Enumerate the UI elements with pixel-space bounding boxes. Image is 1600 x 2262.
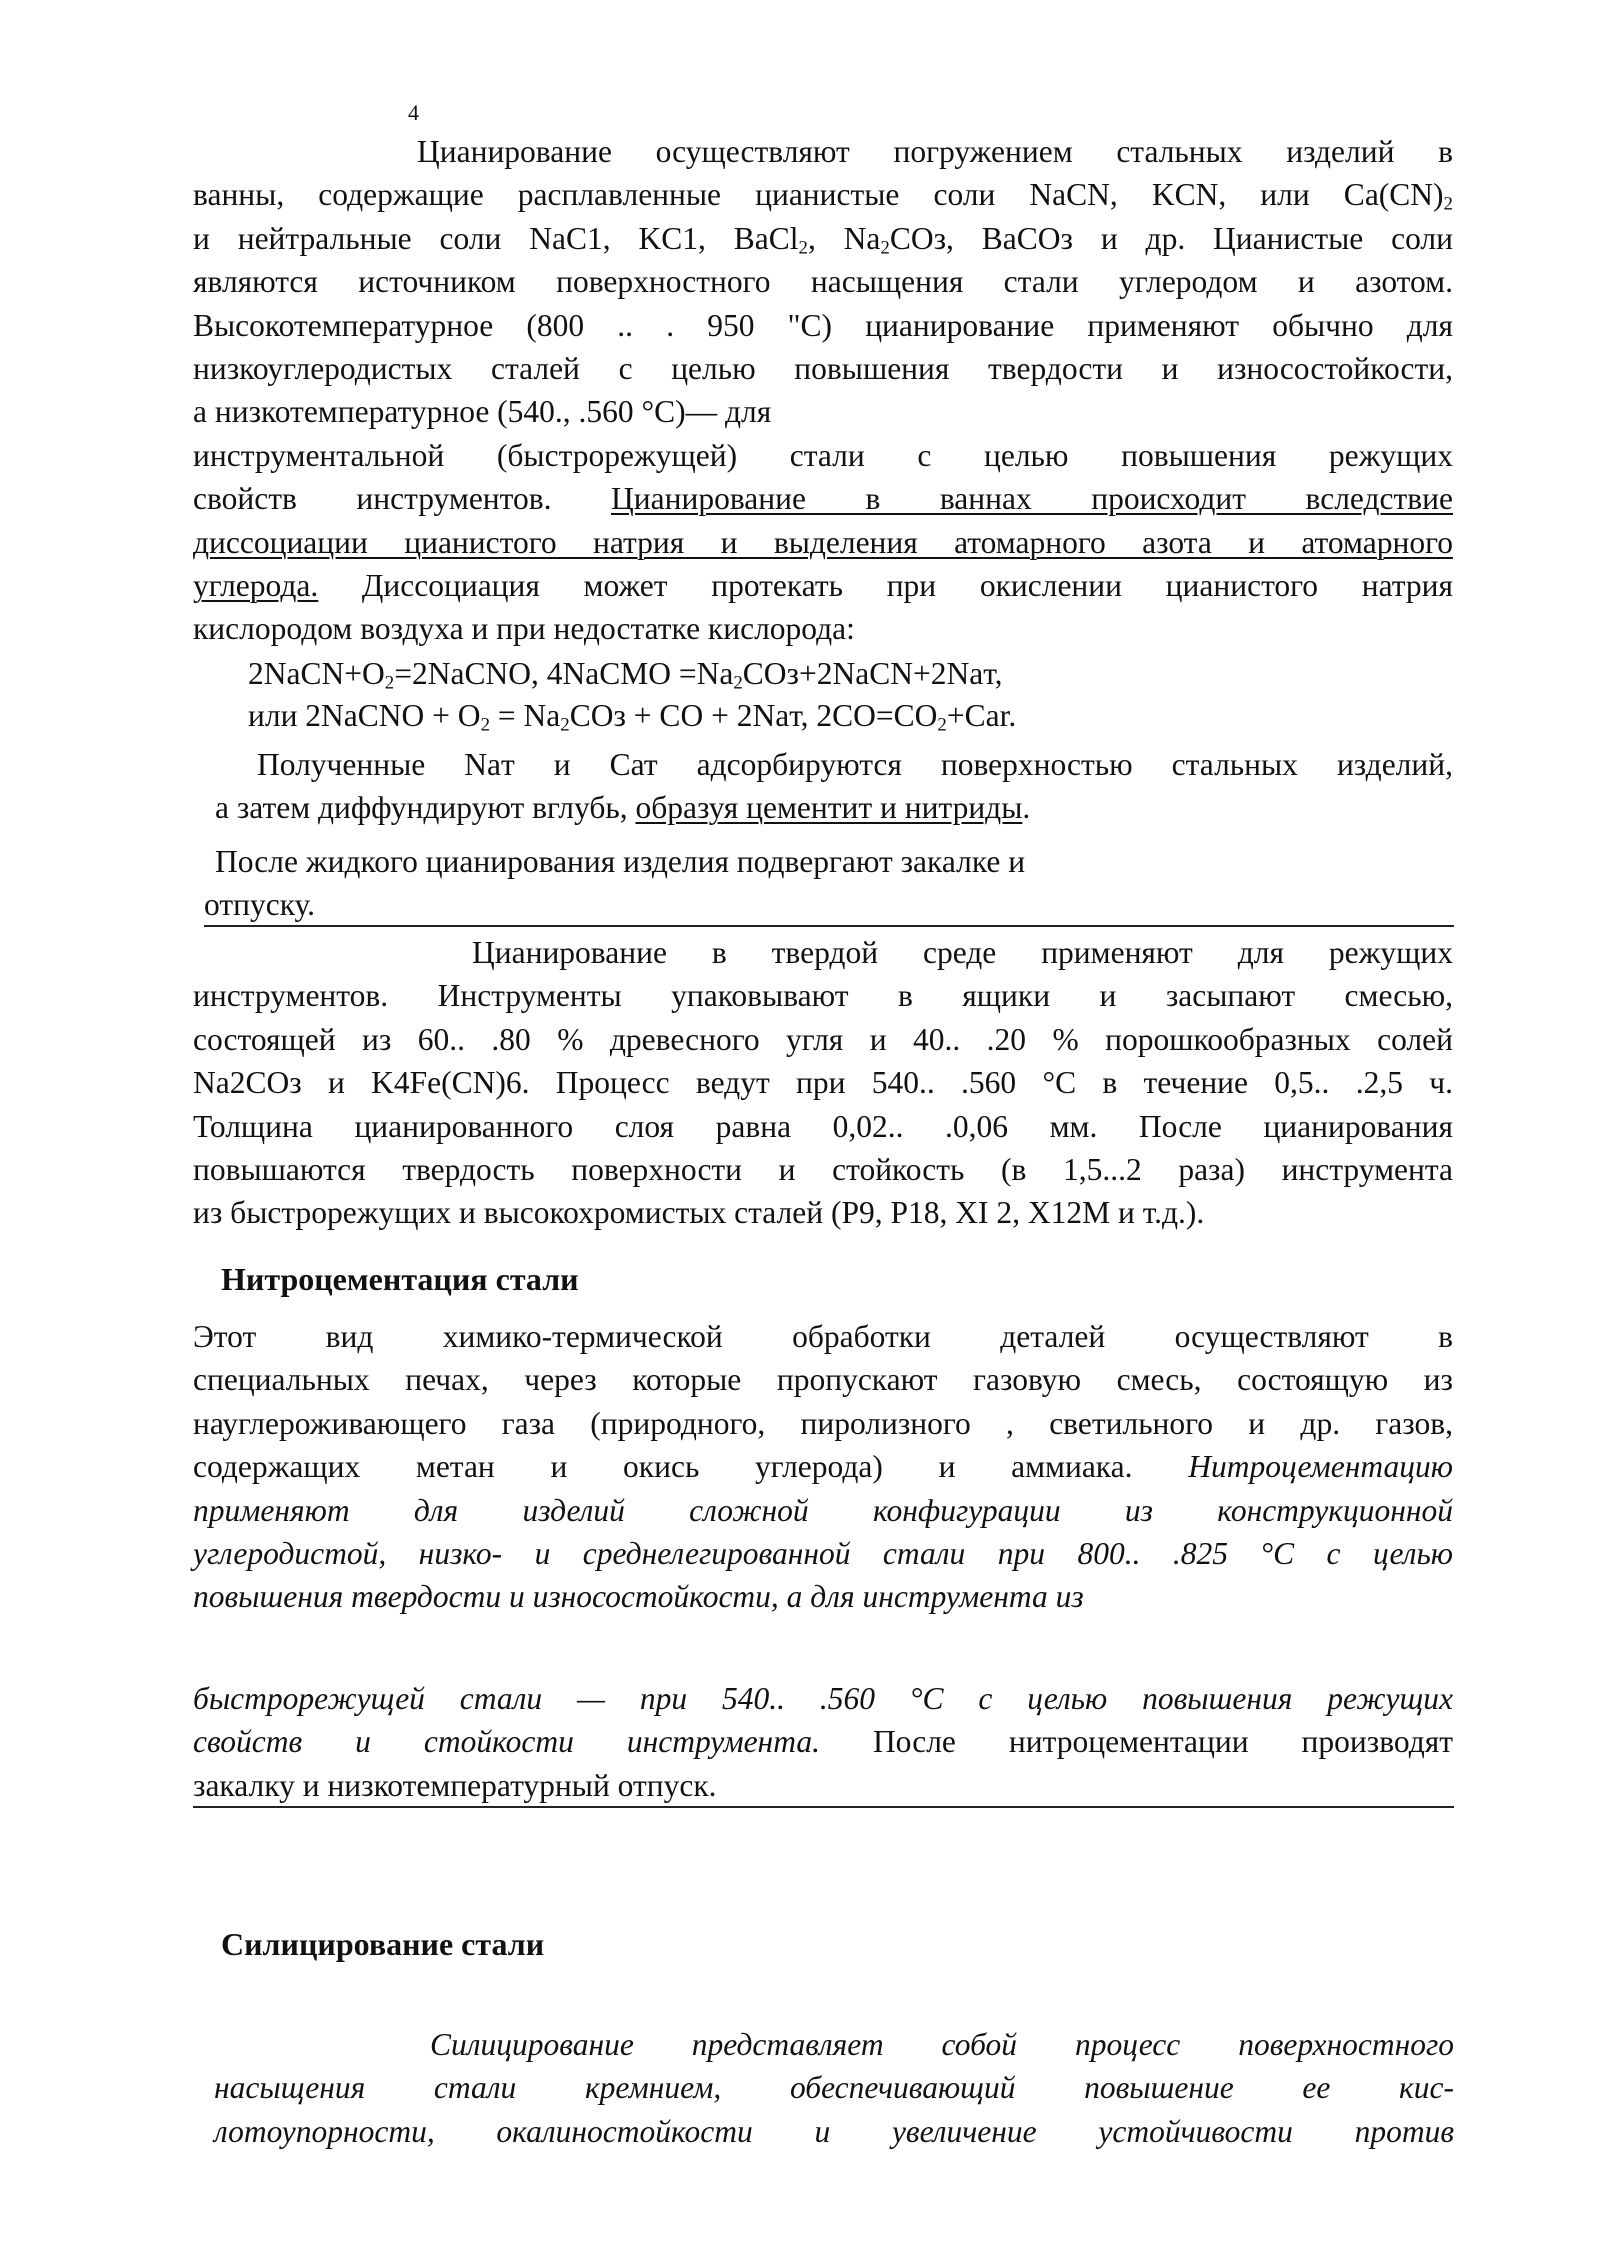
text-line: насыщения стали кремнием, обеспечивающий повышение ее кис- bbox=[214, 2070, 1454, 2106]
text-line: содержащих метан и окись углерода) и аммиака. Нитроцементацию bbox=[193, 1449, 1453, 1485]
text-line: а затем диффундируют вглубь, образуя цементит и нитриды. bbox=[215, 790, 1031, 826]
text-line: После жидкого цианирования изделия подвергают закалке и bbox=[215, 844, 1026, 879]
text-line: лотоупорности, окалиностойкости и увеличение устойчивости против bbox=[214, 2113, 1454, 2149]
text-line: углерода. Диссоциация может протекать при окислении цианистого натрия bbox=[193, 568, 1453, 604]
paragraph-cyaniding-baths bbox=[193, 130, 1453, 651]
section-heading-siliconizing: Силицирование стали bbox=[221, 1926, 545, 1962]
text-line: низкоуглеродистых сталей с целью повышения твердости и износостойкости, bbox=[193, 351, 1453, 387]
text-line: Этот вид химико-термической обработки деталей осуществляют в bbox=[193, 1319, 1453, 1354]
text-line: повышаются твердость поверхности и стойкость (в 1,5...2 раза) инструмента bbox=[193, 1152, 1453, 1188]
text-line: являются источником поверхностного насыщения стали углеродом и азотом. bbox=[193, 264, 1453, 300]
text-line: и нейтральные соли NaC1, KC1, BaCl$_2$, $Na_2COз$, BaCOз и др. Цианистые соли bbox=[193, 220, 1454, 259]
text-line: состоящей из 60.. .80 % древесного угля и 40.. .20 % порошкообразных солей bbox=[193, 1021, 1453, 1057]
text-line: Цианирование в твердой среде применяют для режущих bbox=[472, 935, 1453, 970]
text-line: Na2COз и K4Fe(CN)6. Процесс ведут при 540.. .560 °С в течение 0,5.. .2,5 ч. bbox=[193, 1065, 1453, 1101]
paragraph-after-liquid-cyaniding bbox=[204, 840, 1204, 927]
paragraph-solid-cyaniding bbox=[193, 931, 1453, 1235]
text-line: инструментальной (быстрорежущей) стали с целью повышения режущих bbox=[193, 437, 1453, 473]
text-line: Полученные Naт и Cат адсорбируются поверхностью стальных изделий, bbox=[257, 747, 1453, 782]
paragraph-nitrocementation bbox=[193, 1315, 1453, 1619]
paragraph-nitrocementation-continued bbox=[193, 1677, 1453, 1807]
paragraph-siliconizing bbox=[214, 2023, 1454, 2153]
text-line: повышения твердости и износостойкости, а для инструмента из bbox=[193, 1579, 1084, 1615]
text-line: Высокотемпературное (800 .. . 950 "С) цианирование применяют обычно для bbox=[193, 307, 1453, 343]
text-line: кислородом воздуха и при недостатке кислорода: bbox=[193, 611, 855, 647]
text-line: а низкотемпературное (540., .560 °С)— для bbox=[193, 394, 772, 430]
text-line: Цианирование осуществляют погружением стальных изделий в bbox=[417, 134, 1453, 169]
equation-line-1: $2NaCN+O_2=2NaCNO$, 4NaCMO $=Na_2COз+2NaCN+2Naт$, bbox=[248, 656, 1003, 694]
text-line: из быстрорежущих и высокохромистых сталей (Р9, Р18, XI 2, Х12М и т.д.). bbox=[193, 1195, 1205, 1231]
text-line: свойств инструментов. Цианирование в ваннах происходит вследствие bbox=[193, 481, 1453, 517]
text-line: Силицирование представляет собой процесс поверхностного bbox=[430, 2027, 1454, 2062]
section-heading-nitrocementation: Нитроцементация стали bbox=[221, 1261, 579, 1297]
text-line: отпуску. bbox=[204, 887, 316, 923]
equation-line-2: или 2NaCNO + $O_2 = Na_2COз$ + CO + 2Naт, $2CO=CO_2+Car$. bbox=[248, 698, 1017, 736]
text-line: ванны, содержащие расплавленные цианистые соли NaCN, KCN, или $Ca(CN)_2$ bbox=[193, 177, 1453, 216]
page-number: 4 bbox=[408, 100, 419, 125]
text-line: инструментов. Инструменты упаковывают в ящики и засыпают смесью, bbox=[193, 978, 1453, 1014]
text-line: свойств и стойкости инструмента. После нитроцементации производят bbox=[193, 1724, 1453, 1760]
text-line: диссоциации цианистого натрия и выделения атомарного азота и атомарного bbox=[193, 524, 1453, 560]
paragraph-adsorption bbox=[215, 743, 1453, 830]
text-line: науглероживающего газа (природного, пиролизного , светильного и др. газов, bbox=[193, 1405, 1453, 1441]
text-line: применяют для изделий сложной конфигурации из конструкционной bbox=[193, 1492, 1453, 1528]
divider-line bbox=[193, 1806, 1454, 1808]
text-line: быстрорежущей стали — при 540.. .560 °С с целью повышения режущих bbox=[193, 1681, 1453, 1716]
text-line: закалку и низкотемпературный отпуск. bbox=[193, 1767, 717, 1803]
text-line: специальных печах, через которые пропускают газовую смесь, состоящую из bbox=[193, 1362, 1453, 1398]
text-line: углеродистой, низко- и среднелегированной стали при 800.. .825 °С с целью bbox=[193, 1536, 1453, 1572]
text-line: Толщина цианированного слоя равна 0,02.. .0,06 мм. После цианирования bbox=[193, 1108, 1453, 1144]
divider-line bbox=[204, 925, 1454, 927]
